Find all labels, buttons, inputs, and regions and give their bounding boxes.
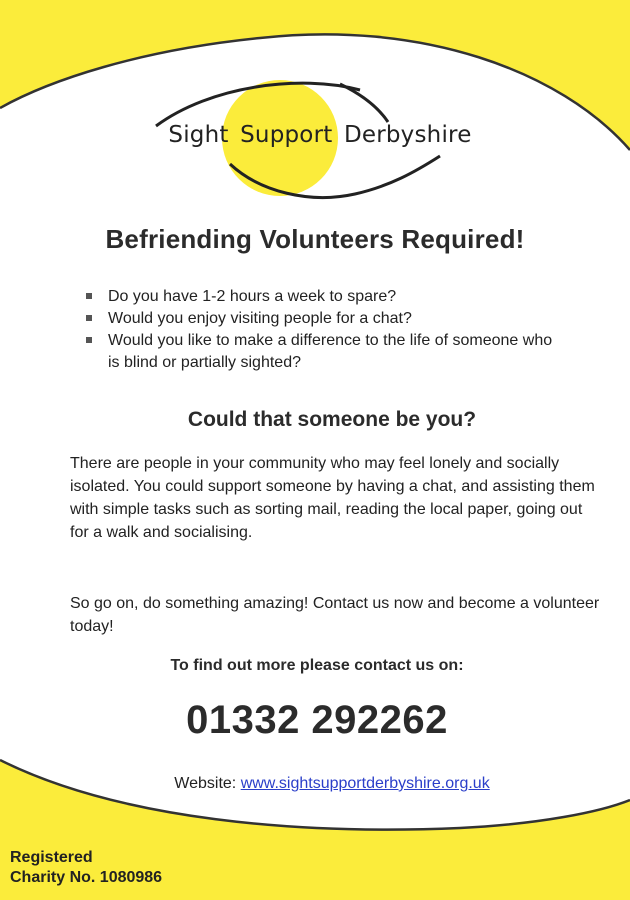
list-item-text: Would you like to make a difference to the life of someone who is blind or partially sighted? <box>108 332 553 371</box>
question-list <box>86 286 566 374</box>
logo-wordmark <box>150 122 490 148</box>
body-paragraph-2: So go on, do something amazing! Contact us now and become a volunteer today! <box>70 595 600 635</box>
bullet-icon <box>86 315 92 321</box>
bullet-icon <box>86 293 92 299</box>
logo-word-derbyshire: Derbyshire <box>343 122 472 148</box>
list-item <box>86 308 566 330</box>
logo-word-support: Support <box>240 122 333 148</box>
bullet-icon <box>86 337 92 343</box>
website-label: Website: <box>174 775 237 792</box>
contact-prompt: To find out more please contact us on: <box>170 657 464 674</box>
list-item-text: Do you have 1-2 hours a week to spare? <box>108 288 397 305</box>
website-link[interactable]: www.sightsupportderbyshire.org.uk <box>240 775 490 792</box>
charity-line-2: Charity No. 1080986 <box>10 869 163 886</box>
phone-number: 01332 292262 <box>186 698 448 742</box>
logo <box>150 72 490 212</box>
logo-word-sight: Sight <box>168 122 229 148</box>
body-paragraph-1: There are people in your community who may feel lonely and socially isolated. You could support someone by having a chat, and assisting them with simple tasks such as sorting mail, reading the local paper, going out for a walk and socialising. <box>70 455 595 541</box>
list-item-text: Would you enjoy visiting people for a chat? <box>108 310 412 327</box>
list-item <box>86 286 566 308</box>
headline: Befriending Volunteers Required! <box>105 224 525 254</box>
list-item <box>86 330 566 374</box>
subheading: Could that someone be you? <box>187 408 477 431</box>
website-line <box>0 775 630 793</box>
charity-line-1: Registered <box>10 849 93 866</box>
charity-registration <box>10 848 162 888</box>
